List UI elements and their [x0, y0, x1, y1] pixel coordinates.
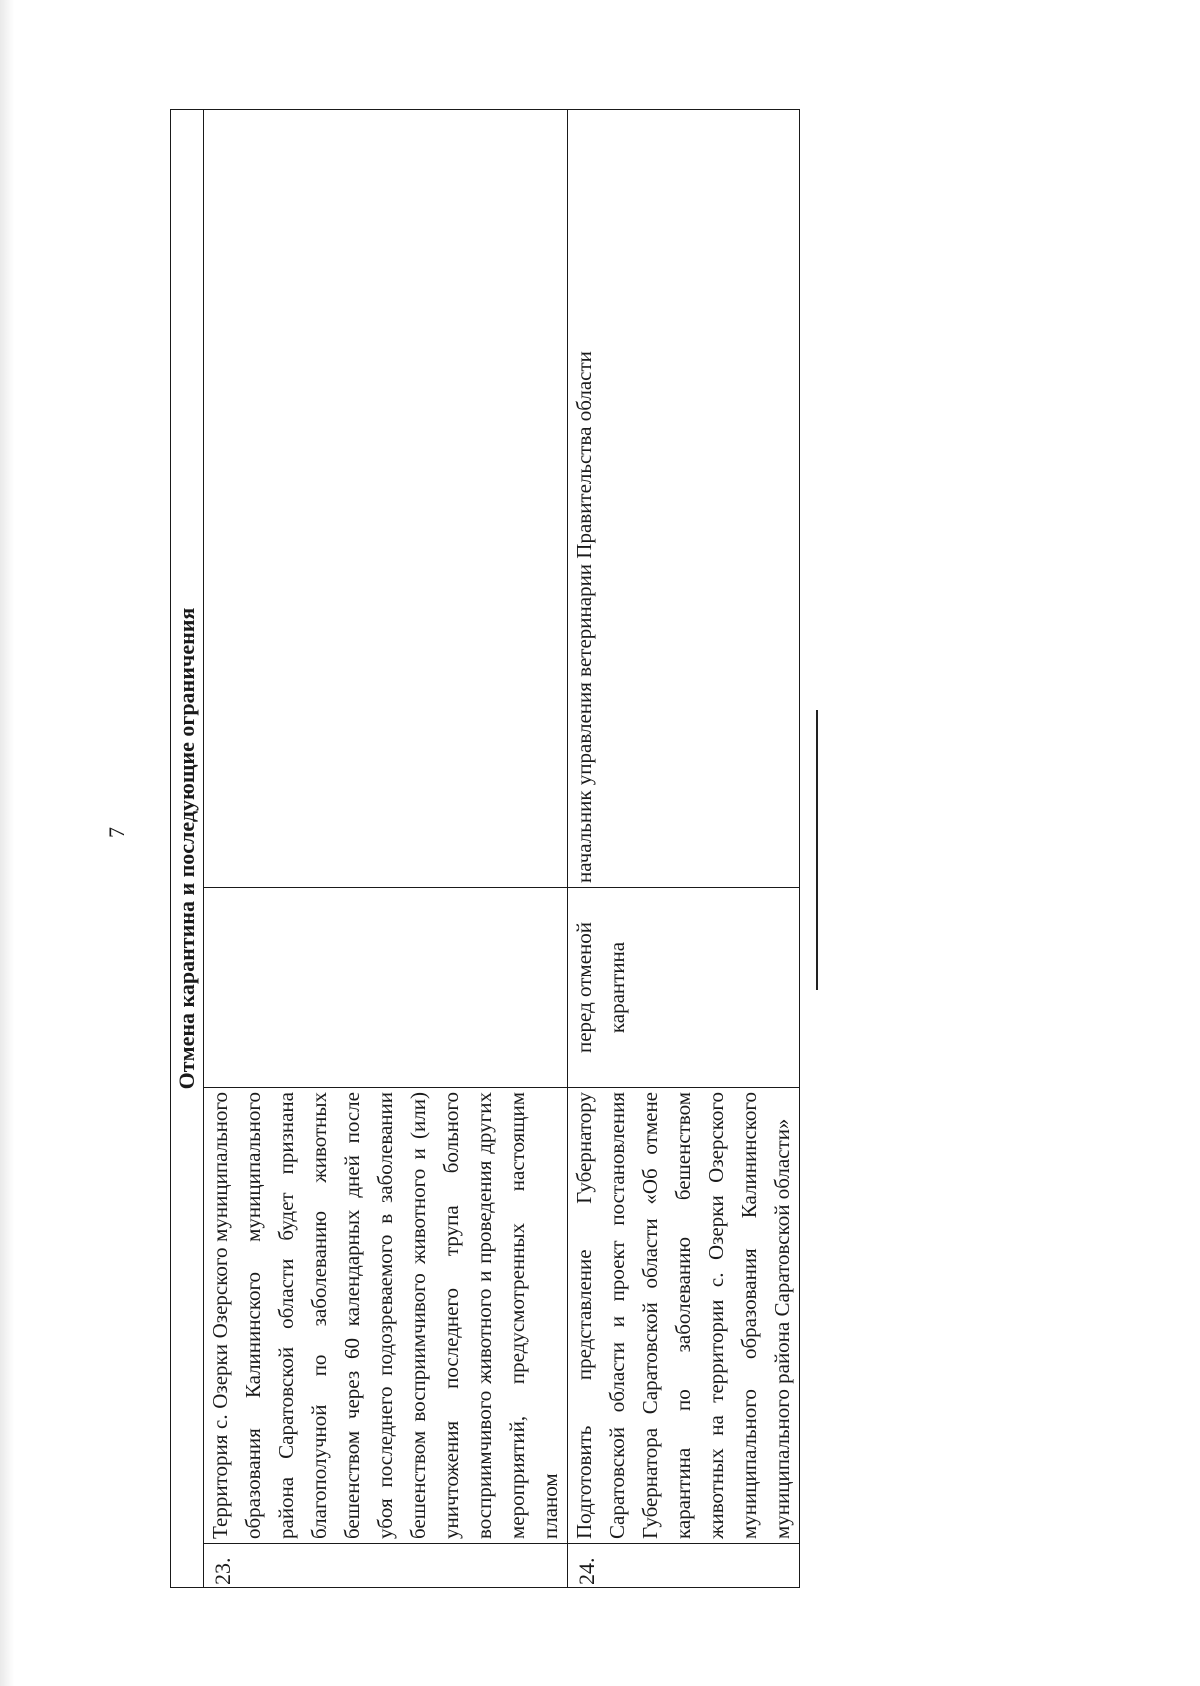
section-header-row [171, 109, 204, 1587]
row-responsible: начальник управления ветеринарии Правительства области [568, 109, 800, 887]
section-header: Отмена карантина и последующие ограничения [171, 109, 204, 1587]
row-measure-text: Подготовить представление Губернатору Саратовской области и проект постановления Губернатора Саратовской области «Об отмене карантина по заболеванию бешенством животных на территории с. Озерки Озерского муниципального образования Калининского муниципального района Саратовской области» [568, 1088, 800, 1544]
plan-table [170, 109, 800, 1588]
row-responsible [204, 109, 568, 887]
end-rule [816, 710, 818, 990]
table-row [568, 109, 800, 1587]
scan-edge [0, 0, 14, 1686]
row-number: 23. [204, 1544, 568, 1588]
row-term [204, 888, 568, 1088]
table-row [204, 109, 568, 1587]
row-measure-text: Территория с. Озерки Озерского муниципального образования Калининского муниципального района Саратовской области будет признана благополучной по заболеванию животных бешенством через 60 календарных дней после убоя последнего подозреваемого в заболевании бешенством восприимчивого животного и (или) уничтожения последнего трупа больного восприимчивого животного и проведения других мероприятий, предусмотренных настоящим планом [204, 1088, 568, 1544]
row-number: 24. [568, 1544, 800, 1588]
page-number: 7 [104, 827, 129, 838]
plan-table-rotated [170, 110, 794, 1588]
row-term: перед отменой карантина [568, 888, 800, 1088]
